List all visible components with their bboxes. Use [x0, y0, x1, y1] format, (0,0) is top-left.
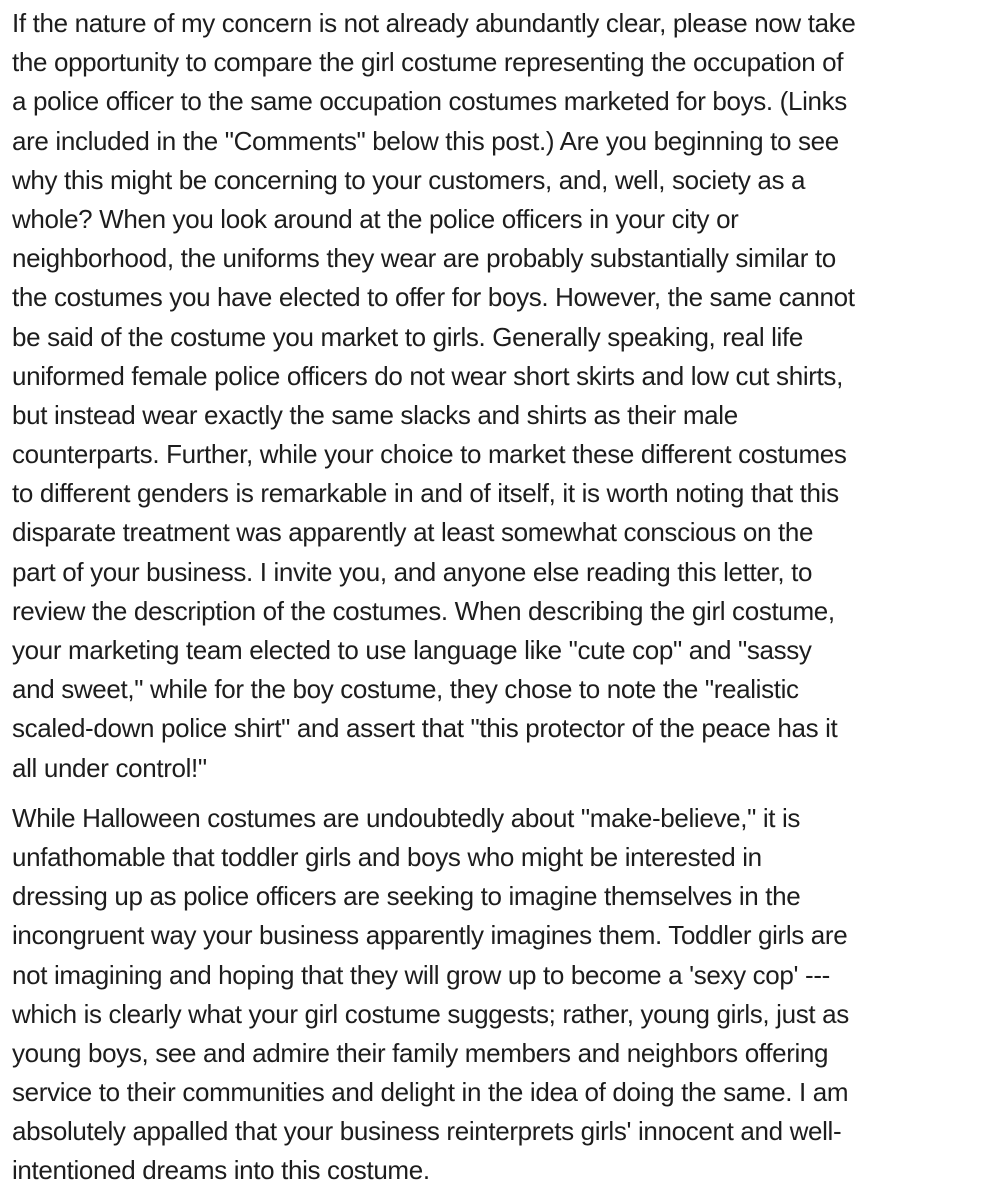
- text-line: not imagining and hoping that they will grow up to become a 'sexy cop' ---: [12, 959, 830, 990]
- text-line: but instead wear exactly the same slacks and shirts as their male: [12, 399, 738, 430]
- text-line: why this might be concerning to your customers, and, well, society as a: [12, 164, 806, 195]
- text-line: which is clearly what your girl costume suggests; rather, young girls, just as: [12, 998, 849, 1029]
- text-line: uniformed female police officers do not wear short skirts and low cut shirts,: [12, 360, 843, 391]
- text-line: part of your business. I invite you, and anyone else reading this letter, to: [12, 556, 813, 587]
- text-line: neighborhood, the uniforms they wear are probably substantially similar to: [12, 243, 836, 274]
- text-line: be said of the costume you market to girls. Generally speaking, real life: [12, 321, 803, 352]
- text-line: your marketing team elected to use language like "cute cop" and "sassy: [12, 635, 812, 665]
- text-line: whole? When you look around at the police officers in your city or: [12, 203, 739, 234]
- text-line: intentioned dreams into this costume.: [12, 1155, 430, 1186]
- text-line: disparate treatment was apparently at least somewhat conscious on the: [12, 517, 814, 548]
- text-line: unfathomable that toddler girls and boys who might be interested in: [12, 841, 762, 872]
- text-line: While Halloween costumes are undoubtedly about "make-believe," it is: [12, 802, 801, 833]
- text-line: absolutely appalled that your business reinterprets girls' innocent and well-: [12, 1116, 842, 1147]
- paragraph-spacer: [12, 788, 982, 799]
- text-line: If the nature of my concern is not already abundantly clear, please now take: [12, 8, 856, 38]
- text-line: are included in the "Comments" below this post.) Are you beginning to see: [12, 125, 839, 156]
- text-line: the costumes you have elected to offer for boys. However, the same cannot: [12, 282, 855, 313]
- text-line: dressing up as police officers are seeking to imagine themselves in the: [12, 881, 801, 912]
- text-line: the opportunity to compare the girl costume representing the occupation of: [12, 47, 844, 78]
- text-line: young boys, see and admire their family members and neighbors offering: [12, 1037, 829, 1068]
- text-line: to different genders is remarkable in and of itself, it is worth noting that this: [12, 478, 839, 509]
- text-line: a police officer to the same occupation costumes marketed for boys. (Links: [12, 86, 847, 117]
- text-line: scaled-down police shirt" and assert that "this protector of the peace has it: [12, 713, 838, 744]
- paragraph-1: [12, 4, 982, 788]
- text-line: all under control!": [12, 752, 207, 783]
- text-line: incongruent way your business apparently imagines them. Toddler girls are: [12, 920, 848, 951]
- paragraph-2: [12, 799, 982, 1191]
- text-line: and sweet," while for the boy costume, they chose to note the "realistic: [12, 674, 799, 705]
- text-line: review the description of the costumes. When describing the girl costume,: [12, 595, 835, 626]
- text-line: service to their communities and delight in the idea of doing the same. I am: [12, 1077, 849, 1108]
- text-line: counterparts. Further, while your choice to market these different costumes: [12, 439, 847, 470]
